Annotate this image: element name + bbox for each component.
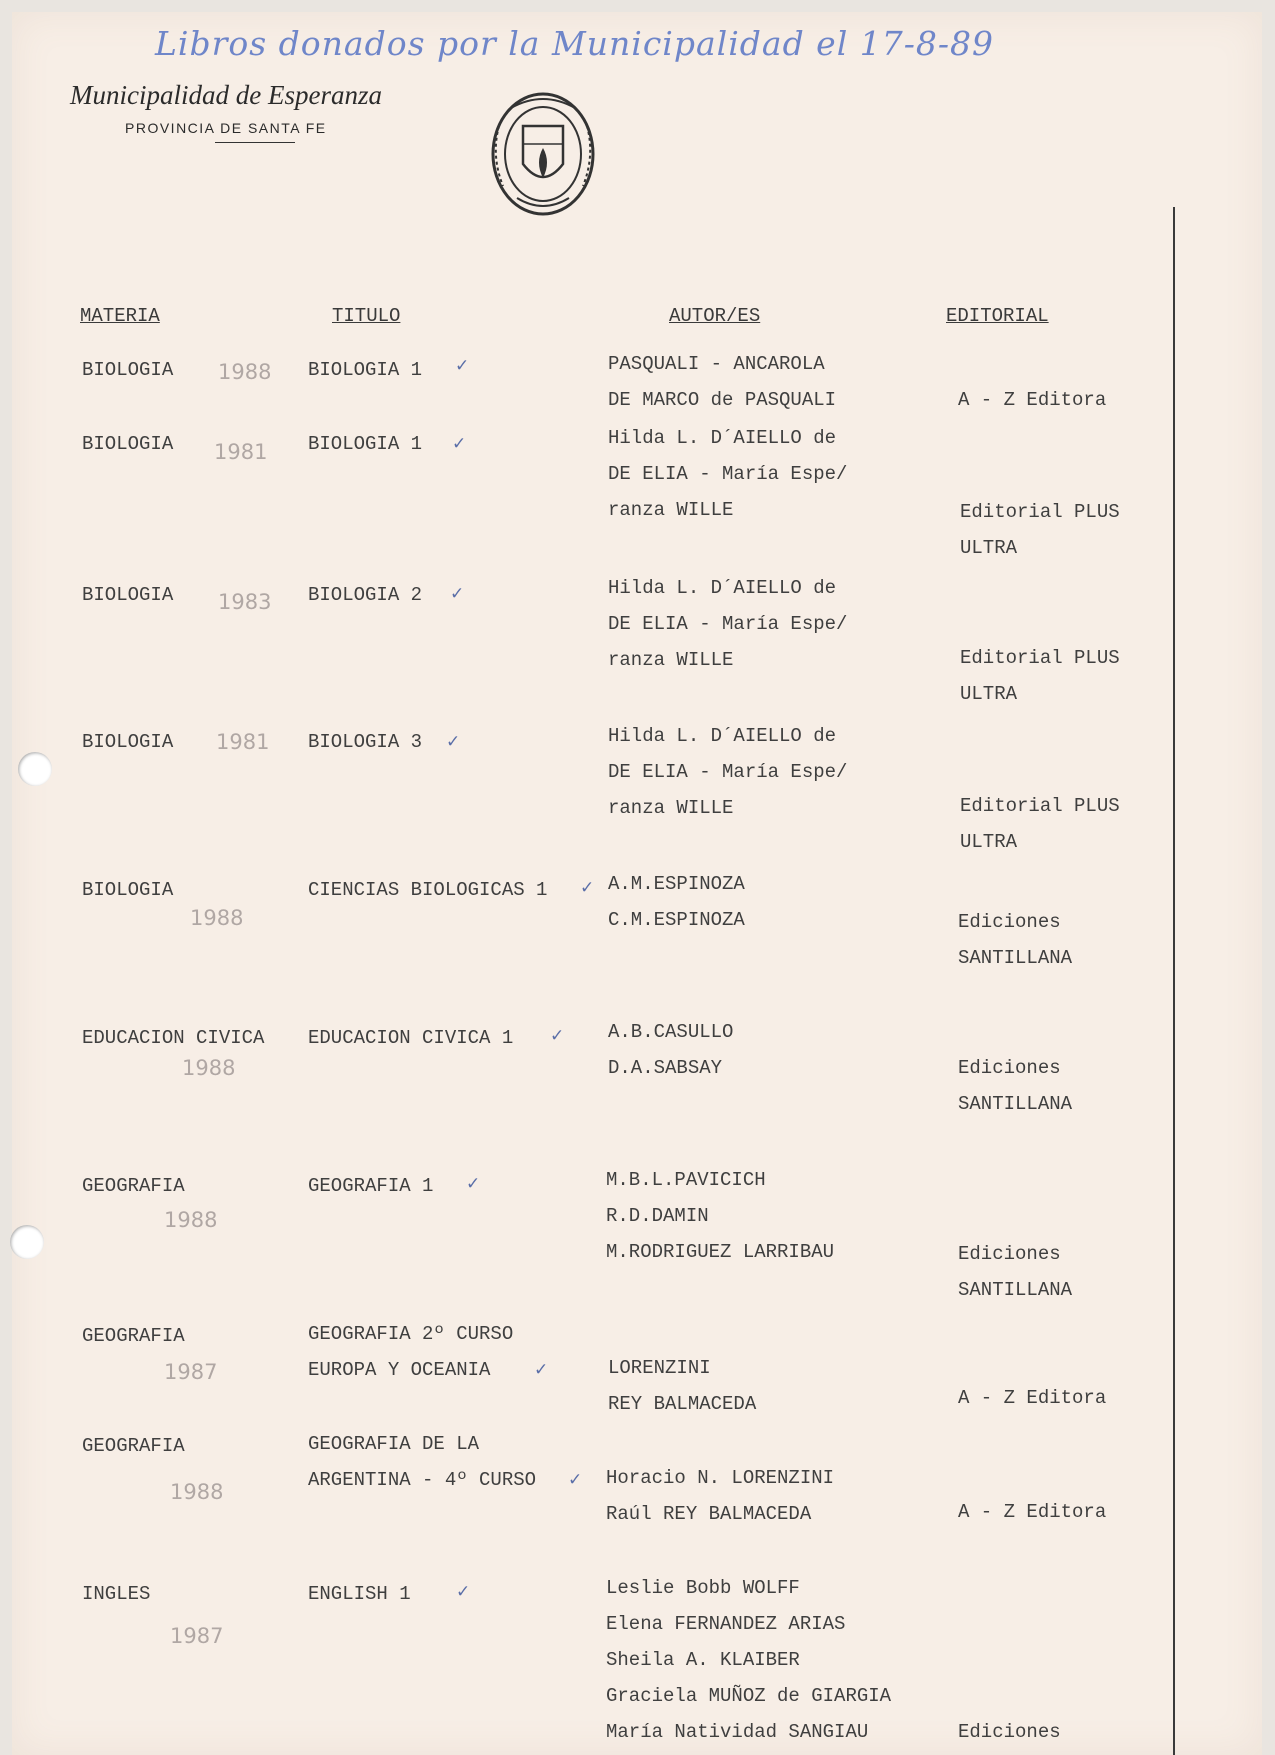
check-mark: ✓ xyxy=(452,434,467,454)
row-7-materia: GEOGRAFIA xyxy=(82,1175,185,1197)
row-3-titulo: BIOLOGIA 2 xyxy=(308,584,423,606)
row-9-editorial: A - Z Editora xyxy=(958,1501,1107,1523)
check-mark: ✓ xyxy=(466,1174,481,1194)
row-10-year: 1987 xyxy=(170,1624,224,1648)
row-7-titulo: GEOGRAFIA 1 xyxy=(308,1175,434,1197)
row-7-year: 1988 xyxy=(164,1208,218,1232)
row-8-editorial: A - Z Editora xyxy=(958,1387,1107,1409)
punch-hole xyxy=(18,752,52,786)
column-header-editorial: EDITORIAL xyxy=(946,305,1049,327)
row-6-materia: EDUCACION CIVICA xyxy=(82,1027,265,1049)
row-6-year: 1988 xyxy=(182,1056,236,1080)
row-4-year: 1981 xyxy=(216,730,270,754)
row-2-year: 1981 xyxy=(214,440,268,464)
row-3-editorial: Editorial PLUS ULTRA xyxy=(960,647,1120,705)
row-6-editorial: Ediciones SANTILLANA xyxy=(958,1057,1073,1115)
row-8-autores: LORENZINI REY BALMACEDA xyxy=(608,1357,757,1415)
row-2-autores: Hilda L. D´AIELLO de DE ELIA - María Espe/ ranza WILLE xyxy=(608,427,848,521)
municipal-seal-icon xyxy=(487,86,599,218)
row-1-autores: PASQUALI - ANCAROLA DE MARCO de PASQUALI xyxy=(608,353,837,411)
row-1-titulo: BIOLOGIA 1 xyxy=(308,359,423,381)
row-9-titulo: GEOGRAFIA DE LA ARGENTINA - 4º CURSO xyxy=(308,1433,537,1491)
row-10-autores: Leslie Bobb WOLFF Elena FERNANDEZ ARIAS Sheila A. KLAIBER Graciela MUÑOZ de GIARGIA María Natividad SANGIAU xyxy=(606,1577,892,1743)
row-5-editorial: Ediciones SANTILLANA xyxy=(958,911,1073,969)
check-mark: ✓ xyxy=(446,732,461,752)
row-9-year: 1988 xyxy=(170,1480,224,1504)
row-8-year: 1987 xyxy=(164,1360,218,1384)
row-6-titulo: EDUCACION CIVICA 1 xyxy=(308,1027,514,1049)
row-10-materia: INGLES xyxy=(82,1583,151,1605)
column-header-autores: AUTOR/ES xyxy=(669,305,761,327)
column-header-titulo: TITULO xyxy=(332,305,401,327)
handwritten-donation-note: Libros donados por la Municipalidad el 17-8-89 xyxy=(155,24,995,63)
row-5-titulo: CIENCIAS BIOLOGICAS 1 xyxy=(308,879,548,901)
row-6-autores: A.B.CASULLO D.A.SABSAY xyxy=(608,1021,734,1079)
check-mark: ✓ xyxy=(455,356,470,376)
check-mark: ✓ xyxy=(550,1026,565,1046)
row-4-autores: Hilda L. D´AIELLO de DE ELIA - María Espe/ ranza WILLE xyxy=(608,725,848,819)
punch-hole xyxy=(10,1225,44,1259)
row-8-materia: GEOGRAFIA xyxy=(82,1325,185,1347)
row-4-materia: BIOLOGIA xyxy=(82,731,174,753)
row-3-autores: Hilda L. D´AIELLO de DE ELIA - María Espe/ ranza WILLE xyxy=(608,577,848,671)
row-2-editorial: Editorial PLUS ULTRA xyxy=(960,501,1120,559)
check-mark: ✓ xyxy=(534,1360,549,1380)
check-mark: ✓ xyxy=(450,584,465,604)
column-header-materia: MATERIA xyxy=(80,305,160,327)
row-5-year: 1988 xyxy=(190,906,244,930)
row-2-materia: BIOLOGIA xyxy=(82,433,174,455)
check-mark: ✓ xyxy=(580,878,595,898)
row-8-titulo: GEOGRAFIA 2º CURSO EUROPA Y OCEANIA xyxy=(308,1323,514,1381)
row-1-year: 1988 xyxy=(218,360,272,384)
row-1-materia: BIOLOGIA xyxy=(82,359,174,381)
row-9-materia: GEOGRAFIA xyxy=(82,1435,185,1457)
row-1-editorial: A - Z Editora xyxy=(958,389,1107,411)
check-mark: ✓ xyxy=(456,1582,471,1602)
row-2-titulo: BIOLOGIA 1 xyxy=(308,433,423,455)
row-10-editorial: Ediciones xyxy=(958,1721,1061,1743)
row-7-autores: M.B.L.PAVICICH R.D.DAMIN M.RODRIGUEZ LARRIBAU xyxy=(606,1169,835,1263)
row-5-autores: A.M.ESPINOZA C.M.ESPINOZA xyxy=(608,873,745,931)
row-3-materia: BIOLOGIA xyxy=(82,584,174,606)
row-7-editorial: Ediciones SANTILLANA xyxy=(958,1243,1073,1301)
letterhead-province: PROVINCIA DE SANTA FE xyxy=(125,120,327,136)
letterhead-underline xyxy=(215,142,295,143)
margin-rule xyxy=(1173,207,1175,1755)
row-5-materia: BIOLOGIA xyxy=(82,879,174,901)
row-10-titulo: ENGLISH 1 xyxy=(308,1583,411,1605)
row-4-titulo: BIOLOGIA 3 xyxy=(308,731,423,753)
check-mark: ✓ xyxy=(568,1470,583,1490)
row-4-editorial: Editorial PLUS ULTRA xyxy=(960,795,1120,853)
row-9-autores: Horacio N. LORENZINI Raúl REY BALMACEDA xyxy=(606,1467,835,1525)
letterhead-municipality-name: Municipalidad de Esperanza xyxy=(70,80,382,110)
row-3-year: 1983 xyxy=(218,590,272,614)
